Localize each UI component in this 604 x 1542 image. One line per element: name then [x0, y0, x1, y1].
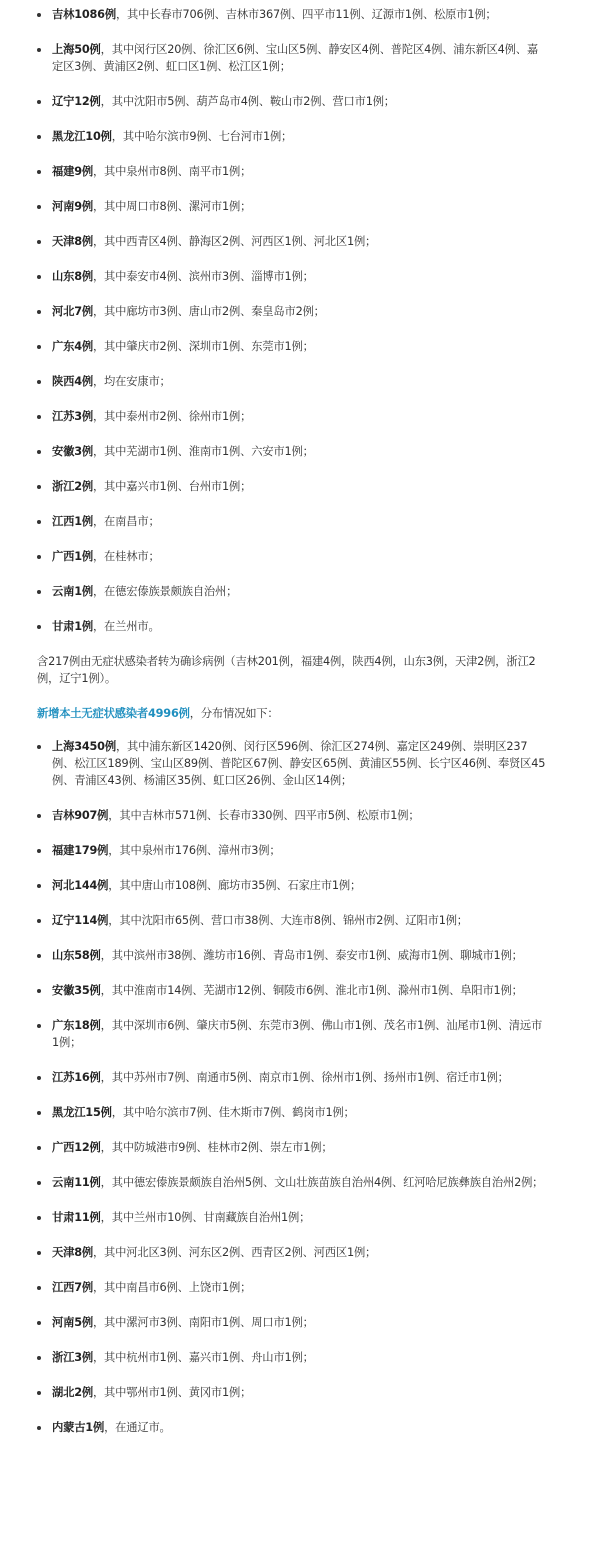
list-item: [52, 513, 546, 530]
region-count: 山东58例: [52, 949, 101, 962]
region-count: 广东18例: [52, 1019, 101, 1032]
region-count: 陕西4例: [52, 375, 93, 388]
list-item: [52, 233, 546, 250]
region-detail: ，其中嘉兴市1例、台州市1例；: [92, 480, 252, 493]
region-detail: ，其中西青区4例、静海区2例、河西区1例、河北区1例；: [92, 235, 377, 248]
region-count: 广西12例: [52, 1141, 101, 1154]
region-detail: ，其中泉州市8例、南平市1例；: [92, 165, 252, 178]
list-item: [52, 877, 546, 894]
list-item: [52, 618, 546, 635]
region-count: 湖北2例: [52, 1386, 93, 1399]
region-count: 天津8例: [52, 235, 93, 248]
region-detail: ，其中肇庆市2例、深圳市1例、东莞市1例；: [92, 340, 314, 353]
region-detail: ，其中哈尔滨市9例、七台河市1例；: [111, 130, 293, 143]
conversion-note: 含217例由无症状感染者转为确诊病例（吉林201例，福建4例，陕西4例，山东3例，天津2例，浙江2例，辽宁1例）。: [37, 655, 536, 685]
region-detail: ，其中苏州市7例、南通市5例、南京市1例、徐州市1例、扬州市1例、宿迁市1例；: [100, 1071, 509, 1084]
list-item: [52, 1139, 546, 1156]
region-count: 河北144例: [52, 879, 109, 892]
region-detail: ，在通辽市。: [104, 1421, 171, 1434]
list-item: [52, 373, 546, 390]
region-detail: ，其中哈尔滨市7例、佳木斯市7例、鹤岗市1例；: [111, 1106, 355, 1119]
list-item: [52, 807, 546, 824]
region-detail: ，其中唐山市108例、廊坊市35例、石家庄市1例；: [108, 879, 362, 892]
region-count: 河北7例: [52, 305, 93, 318]
region-count: 上海50例: [52, 43, 101, 56]
list-item: [52, 738, 546, 789]
list-item: [52, 93, 546, 110]
list-item: [52, 408, 546, 425]
region-detail: ，其中长春市706例、吉林市367例、四平市11例、辽源市1例、松原市1例；: [115, 8, 497, 21]
region-count: 安徽3例: [52, 445, 93, 458]
region-count: 上海3450例: [52, 740, 116, 753]
list-item: [52, 303, 546, 320]
region-count: 吉林907例: [52, 809, 109, 822]
region-count: 福建179例: [52, 844, 109, 857]
region-detail: ，其中德宏傣族景颇族自治州5例、文山壮族苗族自治州4例、红河哈尼族彝族自治州2例；: [100, 1176, 544, 1189]
list-item: [52, 583, 546, 600]
list-item: [52, 128, 546, 145]
region-detail: ，其中淮南市14例、芜湖市12例、铜陵市6例、淮北市1例、滁州市1例、阜阳市1例；: [100, 984, 523, 997]
list-item: [52, 1314, 546, 1331]
region-count: 黑龙江10例: [52, 130, 112, 143]
list-item: [52, 268, 546, 285]
region-count: 云南11例: [52, 1176, 101, 1189]
region-detail: ，其中吉林市571例、长春市330例、四平市5例、松原市1例；: [108, 809, 420, 822]
list-item: [52, 1174, 546, 1191]
region-count: 江苏3例: [52, 410, 93, 423]
region-detail: ，其中深圳市6例、肇庆市5例、东莞市3例、佛山市1例、茂名市1例、汕尾市1例、清远市1例；: [52, 1019, 543, 1049]
confirmed-cases-list: [0, 0, 546, 635]
region-count: 云南1例: [52, 585, 93, 598]
region-detail: ，其中泰州市2例、徐州市1例；: [92, 410, 252, 423]
region-detail: ，其中滨州市38例、潍坊市16例、青岛市1例、泰安市1例、威海市1例、聊城市1例；: [100, 949, 523, 962]
list-item: [52, 1104, 546, 1121]
region-detail: ，其中漯河市3例、南阳市1例、周口市1例；: [92, 1316, 314, 1329]
region-detail: ，其中河北区3例、河东区2例、西青区2例、河西区1例；: [92, 1246, 377, 1259]
list-item: [52, 1069, 546, 1086]
region-count: 辽宁12例: [52, 95, 101, 108]
region-count: 黑龙江15例: [52, 1106, 112, 1119]
region-count: 河南5例: [52, 1316, 93, 1329]
region-count: 江苏16例: [52, 1071, 101, 1084]
list-item: [52, 1384, 546, 1401]
region-detail: ，其中廊坊市3例、唐山市2例、秦皇岛市2例；: [92, 305, 325, 318]
list-item: [52, 1017, 546, 1051]
asymptomatic-cases-list: [0, 738, 546, 1436]
list-item: [52, 163, 546, 180]
list-item: [52, 443, 546, 460]
region-detail: ，在桂林市；: [92, 550, 160, 563]
asymptomatic-heading-rest: ，分布情况如下：: [189, 707, 279, 720]
region-count: 广西1例: [52, 550, 93, 563]
list-item: [52, 198, 546, 215]
list-item: [52, 947, 546, 964]
region-detail: ，其中沈阳市65例、营口市38例、大连市8例、锦州市2例、辽阳市1例；: [108, 914, 468, 927]
list-item: [52, 41, 546, 75]
region-count: 甘肃11例: [52, 1211, 101, 1224]
region-detail: ，在南昌市；: [92, 515, 160, 528]
region-detail: ，其中周口市8例、漯河市1例；: [92, 200, 252, 213]
region-detail: ，其中泰安市4例、滨州市3例、淄博市1例；: [92, 270, 314, 283]
region-detail: ，其中兰州市10例、甘南藏族自治州1例；: [100, 1211, 311, 1224]
list-item: [52, 1419, 546, 1436]
region-count: 浙江3例: [52, 1351, 93, 1364]
region-count: 山东8例: [52, 270, 93, 283]
region-detail: ，在兰州市。: [92, 620, 160, 633]
list-item: [52, 912, 546, 929]
region-detail: ，其中浦东新区1420例、闵行区596例、徐汇区274例、嘉定区249例、崇明区237例、松江区189例、宝山区89例、普陀区67例、静安区65例、黄浦区55例、长宁区46例、奉贤区45例、青浦区43例、杨浦区35例、虹口区26例、金山区14例；: [52, 740, 546, 787]
region-count: 安徽35例: [52, 984, 101, 997]
region-count: 江西7例: [52, 1281, 93, 1294]
region-count: 河南9例: [52, 200, 93, 213]
region-detail: ，其中闵行区20例、徐汇区6例、宝山区5例、静安区4例、普陀区4例、浦东新区4例、嘉定区3例、黄浦区2例、虹口区1例、松江区1例；: [52, 43, 538, 73]
region-detail: ，其中南昌市6例、上饶市1例；: [92, 1281, 252, 1294]
region-count: 广东4例: [52, 340, 93, 353]
region-count: 天津8例: [52, 1246, 93, 1259]
list-item: [52, 842, 546, 859]
region-count: 福建9例: [52, 165, 93, 178]
list-item: [52, 1209, 546, 1226]
region-count: 辽宁114例: [52, 914, 109, 927]
list-item: [52, 1244, 546, 1261]
region-detail: ，其中防城港市9例、桂林市2例、崇左市1例；: [100, 1141, 333, 1154]
region-detail: ，均在安康市；: [92, 375, 171, 388]
region-detail: ，其中芜湖市1例、淮南市1例、六安市1例；: [92, 445, 314, 458]
list-item: [52, 982, 546, 999]
asymptomatic-heading: [0, 705, 549, 722]
list-item: [52, 1279, 546, 1296]
region-detail: ，其中杭州市1例、嘉兴市1例、舟山市1例；: [92, 1351, 314, 1364]
list-item: [52, 478, 546, 495]
list-item: [52, 6, 546, 23]
list-item: [52, 338, 546, 355]
region-detail: ，其中泉州市176例、漳州市3例；: [108, 844, 281, 857]
region-count: 浙江2例: [52, 480, 93, 493]
region-count: 吉林1086例: [52, 8, 116, 21]
asymptomatic-heading-highlight: 新增本土无症状感染者4996例: [37, 707, 190, 720]
list-item: [52, 548, 546, 565]
region-count: 甘肃1例: [52, 620, 93, 633]
region-count: 江西1例: [52, 515, 93, 528]
region-detail: ，其中鄂州市1例、黄冈市1例；: [92, 1386, 252, 1399]
region-detail: ，其中沈阳市5例、葫芦岛市4例、鞍山市2例、营口市1例；: [100, 95, 395, 108]
region-detail: ，在德宏傣族景颇族自治州；: [92, 585, 238, 598]
list-item: [52, 1349, 546, 1366]
region-count: 内蒙古1例: [52, 1421, 105, 1434]
